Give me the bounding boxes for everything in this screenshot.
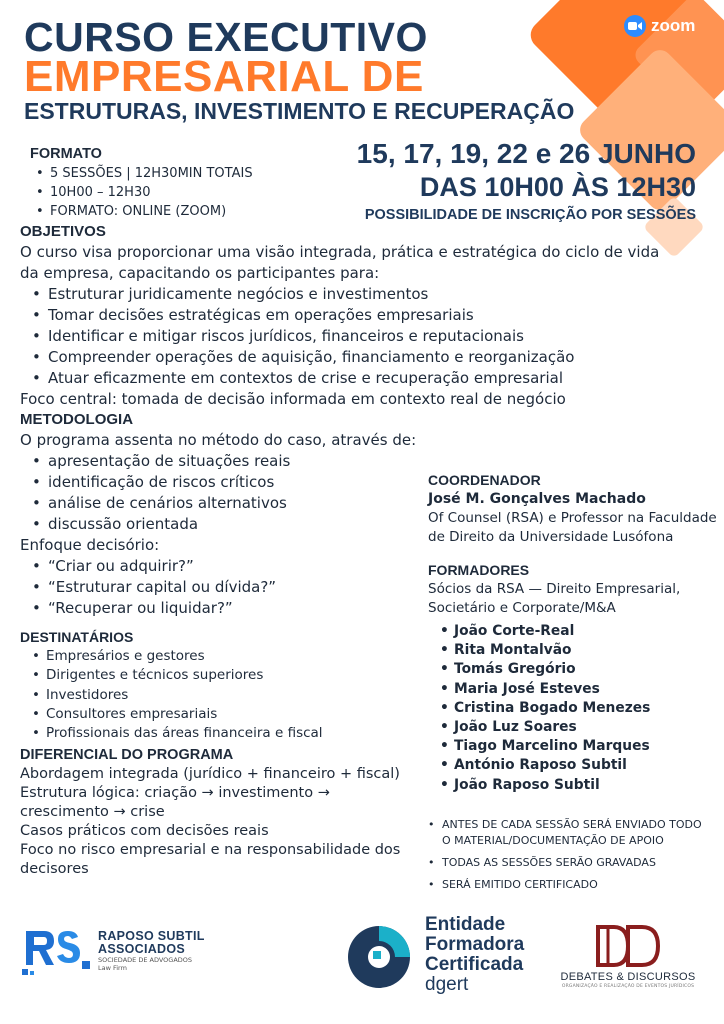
destinatarios-section xyxy=(20,628,420,743)
dgert-line2: Formadora xyxy=(425,934,525,955)
list-item: • 10H00 – 12H30 xyxy=(50,183,253,202)
diferencial-section xyxy=(20,746,420,879)
dgert-mark-icon xyxy=(345,915,415,995)
list-item: • Compreender operações de aquisição, financiamento e reorganização xyxy=(48,347,680,368)
list-item: • João Corte-Real xyxy=(454,622,718,641)
dd-name: DEBATES & DISCURSOS xyxy=(560,971,696,983)
dgert-line3: Certificada xyxy=(425,954,524,975)
list-item: • “Estruturar capital ou dívida?” xyxy=(48,577,420,598)
objetivos-focus: Foco central: tomada de decisão informada em contexto real de negócio xyxy=(20,390,566,408)
list-item: • Investidores xyxy=(46,686,420,705)
dgert-logo xyxy=(345,915,524,995)
formato-heading: FORMATO xyxy=(30,146,102,162)
list-item: • Tomás Gregório xyxy=(454,660,718,679)
rsa-sub-line2: Law Firm xyxy=(98,964,127,972)
list-item: • Cristina Bogado Menezes xyxy=(454,699,718,718)
list-item: • Tiago Marcelino Marques xyxy=(454,737,718,756)
coordenador-name: José M. Gonçalves Machado xyxy=(428,491,646,507)
list-item: • Profissionais das áreas financeira e fiscal xyxy=(46,724,420,743)
diferencial-line: Casos práticos com decisões reais xyxy=(20,823,269,839)
title-line-1: CURSO EXECUTIVO xyxy=(24,14,428,60)
list-item: • João Luz Soares xyxy=(454,718,718,737)
diferencial-line: Abordagem integrada (jurídico + financeiro + fiscal) xyxy=(20,766,400,782)
list-item: • 5 SESSÕES | 12H30MIN TOTAIS xyxy=(50,164,253,183)
coordenador-heading: COORDENADOR xyxy=(428,472,541,488)
list-item: • SERÁ EMITIDO CERTIFICADO xyxy=(440,877,710,893)
list-item: • apresentação de situações reais xyxy=(48,451,420,472)
notes-list xyxy=(440,817,710,893)
zoom-label: zoom xyxy=(651,16,696,35)
formadores-heading: FORMADORES xyxy=(428,562,530,578)
formadores-section xyxy=(428,561,718,795)
title-highlight: A a Z xyxy=(434,52,544,101)
metodologia-section xyxy=(20,410,420,619)
dd-sub: ORGANIZAÇÃO E REALIZAÇÃO DE EVENTOS JURÍDICOS xyxy=(561,984,695,989)
dates-block xyxy=(357,137,696,225)
list-item: • discussão orientada xyxy=(48,514,420,535)
course-hours: DAS 10H00 ÀS 12H30 xyxy=(419,172,696,202)
metodologia-intro: O programa assenta no método do caso, através de: xyxy=(20,431,417,449)
rsa-sub-line1: SOCIEDADE DE ADVOGADOS xyxy=(98,956,193,964)
list-item: • “Criar ou adquirir?” xyxy=(48,556,420,577)
list-item: • Empresários e gestores xyxy=(46,647,420,666)
rsa-logo xyxy=(22,925,205,977)
list-item: • António Raposo Subtil xyxy=(454,756,718,775)
rsa-text xyxy=(98,930,205,972)
formadores-intro: Sócios da RSA — Direito Empresarial, Societário e Corporate/M&A xyxy=(428,581,681,616)
zoom-badge xyxy=(624,15,695,37)
objetivos-list xyxy=(48,284,680,389)
destinatarios-heading: DESTINATÁRIOS xyxy=(20,629,134,645)
objetivos-heading: OBJETIVOS xyxy=(20,223,106,240)
formadores-list xyxy=(454,622,718,795)
list-item: • “Recuperar ou liquidar?” xyxy=(48,598,420,619)
enfoque-list xyxy=(48,556,420,619)
diferencial-line: Estrutura lógica: criação → investimento → crescimento → crise xyxy=(20,785,330,820)
subtitle: ESTRUTURAS, INVESTIMENTO E RECUPERAÇÃO xyxy=(24,98,575,124)
dgert-line4: dgert xyxy=(425,974,469,995)
coordenador-description: Of Counsel (RSA) e Professor na Faculdade de Direito da Universidade Lusófona xyxy=(428,510,717,545)
list-item: • análise de cenários alternativos xyxy=(48,493,420,514)
formato-list xyxy=(50,164,253,221)
list-item: • Identificar e mitigar riscos jurídicos, financeiros e reputacionais xyxy=(48,326,680,347)
enfoque-label: Enfoque decisório: xyxy=(20,536,160,554)
list-item: • João Raposo Subtil xyxy=(454,776,718,795)
list-item: • FORMATO: ONLINE (ZOOM) xyxy=(50,202,253,221)
formato-section xyxy=(30,145,253,221)
list-item: • Tomar decisões estratégicas em operações empresariais xyxy=(48,305,680,326)
list-item: • ANTES DE CADA SESSÃO SERÁ ENVIADO TODO O MATERIAL/DOCUMENTAÇÃO DE APOIO xyxy=(440,817,710,849)
course-dates: 15, 17, 19, 22 e 26 JUNHO xyxy=(356,138,696,169)
rsa-name-line1: RAPOSO SUBTIL xyxy=(98,929,205,943)
inscription-note: POSSIBILIDADE DE INSCRIÇÃO POR SESSÕES xyxy=(364,207,696,223)
rsa-mark-icon xyxy=(22,925,92,977)
title-line-2-text: EMPRESARIAL DE xyxy=(24,52,424,101)
list-item: • Maria José Esteves xyxy=(454,680,718,699)
metodologia-heading: METODOLOGIA xyxy=(20,411,134,428)
list-item: • TODAS AS SESSÕES SERÃO GRAVADAS xyxy=(440,855,710,871)
objetivos-section xyxy=(20,222,680,410)
metodologia-list xyxy=(48,451,420,535)
debates-discursos-logo xyxy=(548,925,708,989)
list-item: • identificação de riscos críticos xyxy=(48,472,420,493)
rsa-name-line2: ASSOCIADOS xyxy=(98,942,186,956)
list-item: • Estruturar juridicamente negócios e investimentos xyxy=(48,284,680,305)
diferencial-heading: DIFERENCIAL DO PROGRAMA xyxy=(20,747,234,763)
notes-section xyxy=(440,817,710,899)
coordenador-section xyxy=(428,471,718,547)
list-item: • Atuar eficazmente em contextos de crise e recuperação empresarial xyxy=(48,368,680,389)
dgert-line1: Entidade xyxy=(425,914,506,935)
objetivos-intro: O curso visa proporcionar uma visão integrada, prática e estratégica do ciclo de vida da empresa, capacitando os participantes para: xyxy=(20,243,660,282)
title-line-2 xyxy=(24,52,543,102)
list-item: • Dirigentes e técnicos superiores xyxy=(46,666,420,685)
diferencial-line: Foco no risco empresarial e na responsabilidade dos decisores xyxy=(20,842,401,877)
dd-mark-icon xyxy=(596,925,660,967)
list-item: • Rita Montalvão xyxy=(454,641,718,660)
destinatarios-list xyxy=(46,647,420,743)
zoom-camera-icon xyxy=(624,15,646,37)
list-item: • Consultores empresariais xyxy=(46,705,420,724)
dgert-text xyxy=(425,915,524,995)
